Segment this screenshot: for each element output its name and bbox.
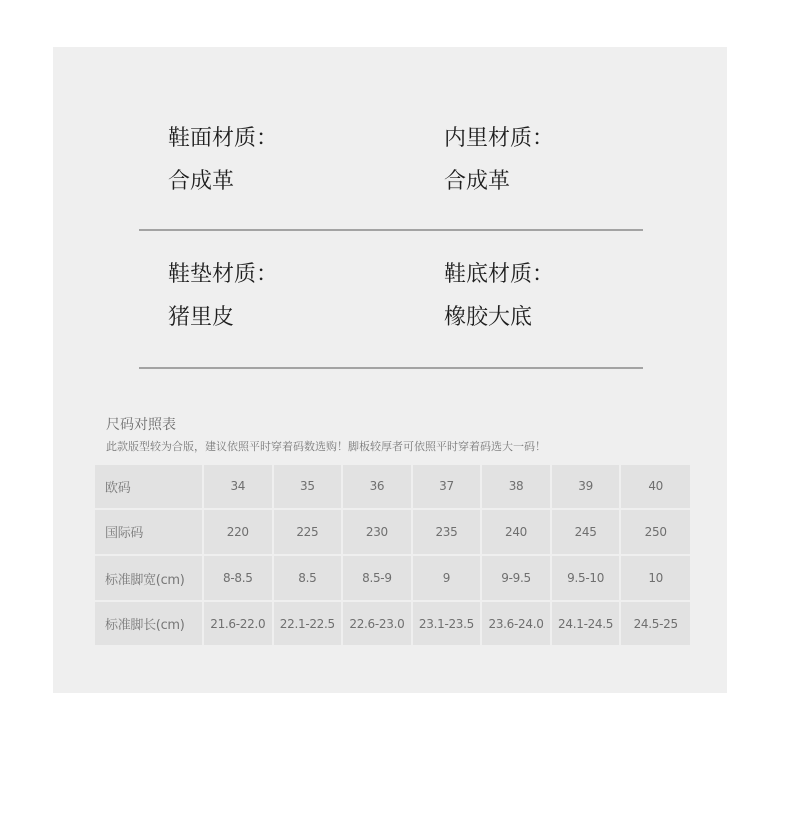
table-cell: 22.6-23.0 — [342, 601, 412, 645]
table-cell: 230 — [342, 509, 412, 555]
size-chart-title: 尺码对照表 — [106, 417, 176, 433]
table-cell: 225 — [273, 509, 343, 555]
table-cell: 22.1-22.5 — [273, 601, 343, 645]
table-cell: 24.5-25 — [633, 616, 678, 631]
table-cell: 250 — [620, 509, 690, 555]
table-row — [95, 509, 690, 555]
table-cell: 9.5-10 — [551, 555, 621, 601]
row-label: 标准脚长(cm) — [95, 601, 203, 645]
upper-material-label: 鞋面材质： — [168, 126, 279, 151]
row-label: 国际码 — [95, 509, 203, 555]
table-cell: 39 — [551, 465, 621, 509]
row-label: 标准脚宽(cm) — [95, 555, 203, 601]
table-cell: 235 — [412, 509, 482, 555]
sole-material-label: 鞋底材质： — [444, 262, 555, 287]
size-chart-note: 此款版型较为合版，建议依照平时穿着码数选购！脚板较厚者可依照平时穿着码选大一码！ — [106, 440, 546, 453]
table-cell: 21.6-22.0 — [203, 601, 273, 645]
size-chart-table — [95, 465, 690, 645]
insole-material-value: 猪里皮 — [168, 305, 235, 330]
table-row — [95, 465, 690, 509]
table-cell: 8.5 — [273, 555, 343, 601]
table-cell: 8.5-9 — [342, 555, 412, 601]
insole-material-label: 鞋垫材质： — [168, 262, 279, 287]
table-row — [95, 555, 690, 601]
table-cell: 35 — [273, 465, 343, 509]
table-cell: 36 — [342, 465, 412, 509]
section-divider — [139, 229, 643, 231]
table-cell: 9-9.5 — [481, 555, 551, 601]
row-label: 欧码 — [95, 465, 203, 509]
upper-material-value: 合成革 — [168, 169, 235, 194]
table-cell: 24.1-24.5 — [551, 601, 621, 645]
table-cell: 23.1-23.5 — [412, 601, 482, 645]
table-cell: 34 — [203, 465, 273, 509]
lining-material-label: 内里材质： — [444, 126, 555, 151]
table-cell: 23.6-24.0 — [481, 601, 551, 645]
table-cell: 240 — [481, 509, 551, 555]
table-cell: 40 — [620, 465, 690, 509]
table-cell: 9 — [412, 555, 482, 601]
table-row — [95, 601, 690, 645]
table-cell: 38 — [481, 465, 551, 509]
table-cell: 37 — [412, 465, 482, 509]
lining-material-value: 合成革 — [444, 169, 511, 194]
table-cell: 220 — [203, 509, 273, 555]
table-cell: 8-8.5 — [203, 555, 273, 601]
table-cell: 245 — [551, 509, 621, 555]
sole-material-value: 橡胶大底 — [444, 305, 533, 330]
section-divider — [139, 367, 643, 369]
table-cell: 10 — [620, 555, 690, 601]
